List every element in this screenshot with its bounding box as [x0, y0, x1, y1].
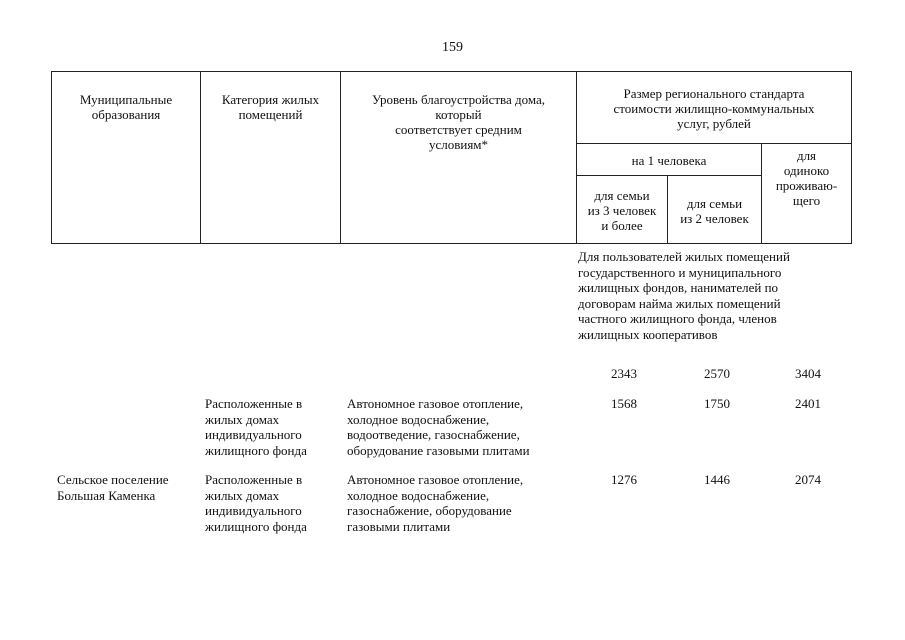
header-municipality: Муниципальные образования: [52, 72, 201, 244]
row-1-value-family2: 1750: [704, 396, 730, 411]
row-1-value-family3: 1568: [611, 396, 637, 411]
row-2-amenities: Автономное газовое отопление, холодное водоснабжение, газоснабжение, оборудование газовыми плитами: [347, 472, 524, 534]
row-1-value-single: 2401: [795, 396, 821, 411]
header-single: для одиноко проживаю- щего: [762, 144, 852, 244]
header-standard-size: Размер регионального стандарта стоимости жилищно-коммунальных услуг, рублей: [577, 72, 852, 144]
row-0-value-family2: 2570: [704, 366, 730, 381]
row-2-value-single: 2074: [795, 472, 821, 487]
row-2-value-family3: 1276: [611, 472, 637, 487]
header-amenities: Уровень благоустройства дома, который соответствует средним условиям*: [341, 72, 577, 244]
header-category: Категория жилых помещений: [201, 72, 341, 244]
page-number: 159: [442, 40, 463, 55]
header-per-person: на 1 человека: [577, 144, 762, 176]
row-1-amenities: Автономное газовое отопление, холодное водоснабжение, водоотведение, газоснабжение, оборудование газовыми плитами: [347, 396, 530, 458]
row-0-value-family3: 2343: [611, 366, 637, 381]
row-2-municipality: Сельское поселение Большая Каменка: [57, 472, 169, 503]
row-2-value-family2: 1446: [704, 472, 730, 487]
header-family3: для семьи из 3 человек и более: [577, 176, 668, 244]
row-0-value-single: 3404: [795, 366, 821, 381]
header-family2: для семьи из 2 человек: [668, 176, 762, 244]
row-2-category: Расположенные в жилых домах индивидуального жилищного фонда: [205, 472, 307, 534]
row-1-category: Расположенные в жилых домах индивидуального жилищного фонда: [205, 396, 307, 458]
users-note: Для пользователей жилых помещений государственного и муниципального жилищных фондов, нанимателей по договорам найма жилых помещений частного жилищного фонда, членов жилищных кооперативов: [578, 249, 790, 342]
table-header: [51, 71, 852, 244]
